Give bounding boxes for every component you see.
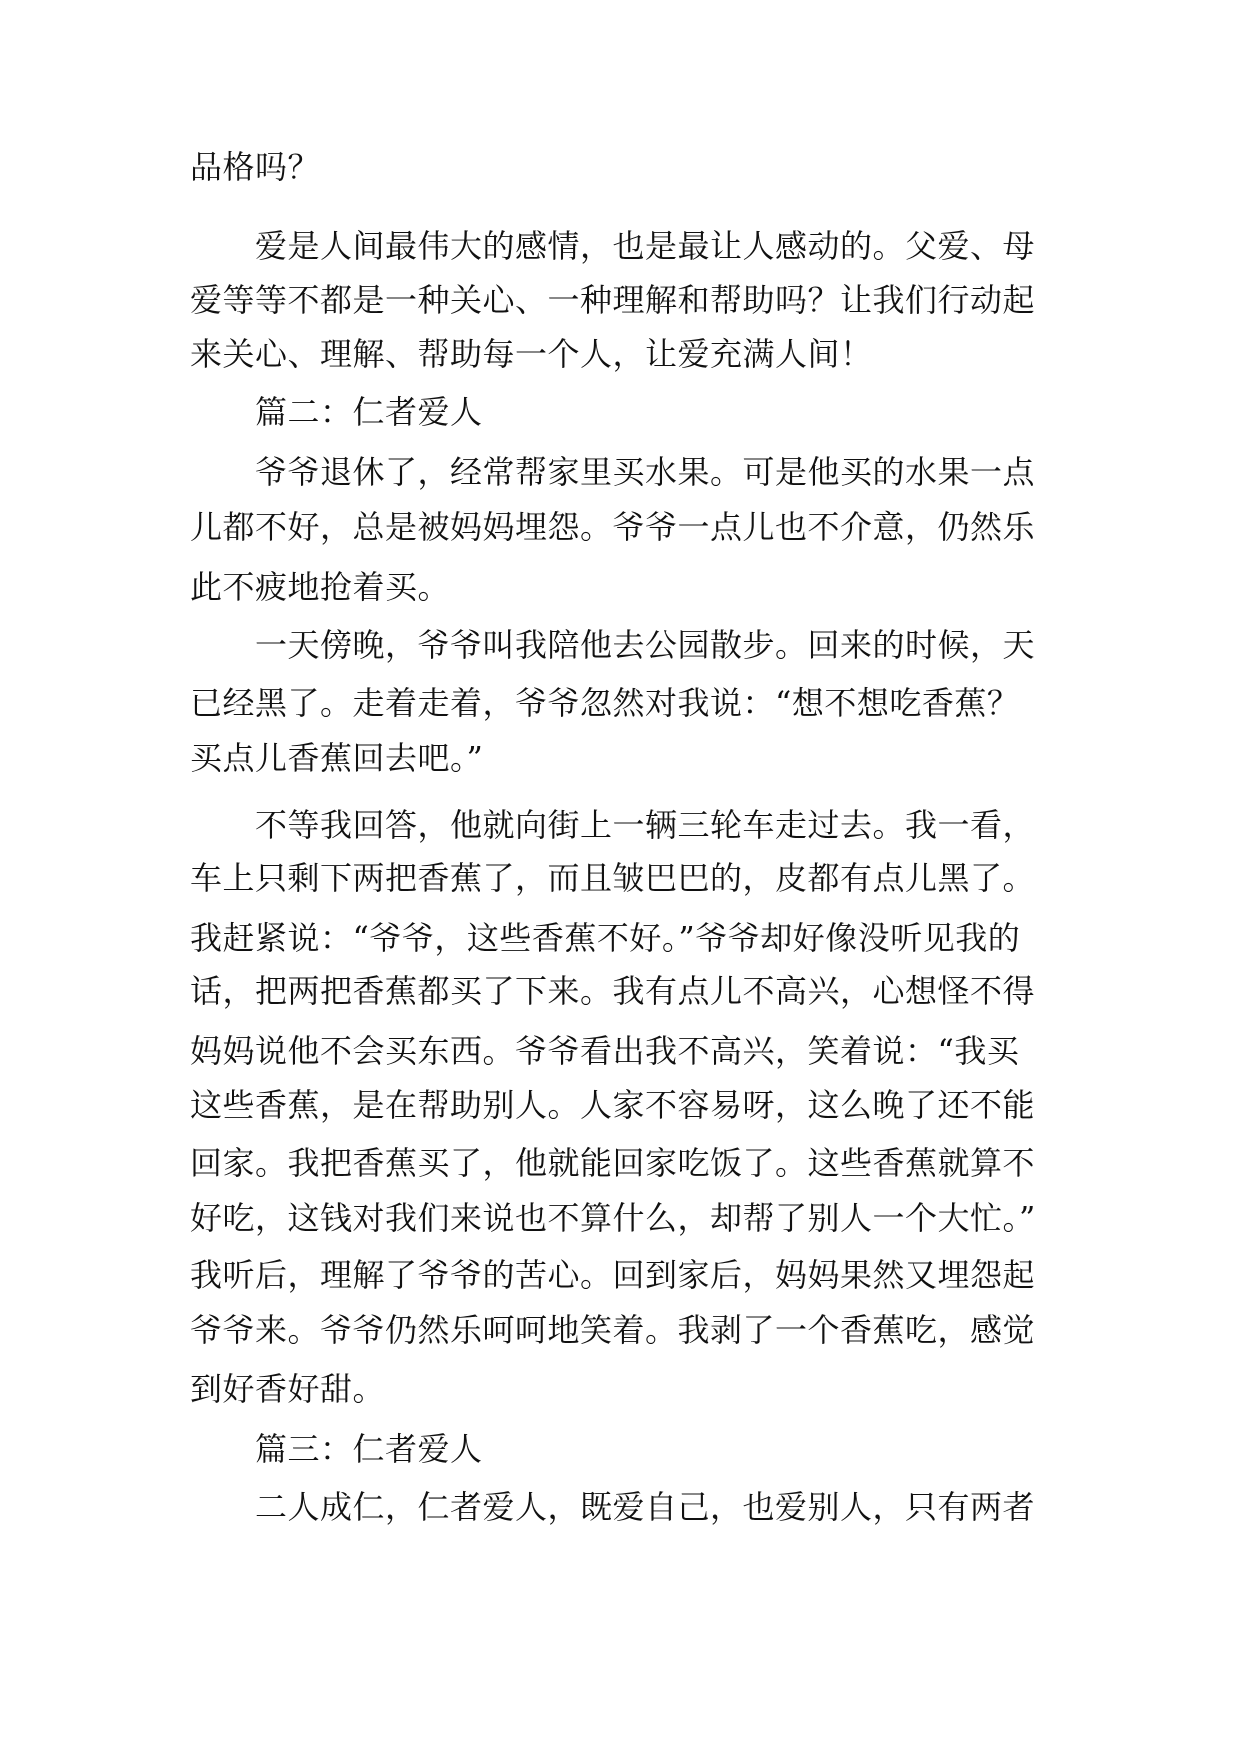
section-heading: 篇二：仁者爱人 [255,393,483,431]
text-line: 车上只剩下两把香蕉了，而且皱巴巴的，皮都有点儿黑了。 [190,859,1036,897]
text-line: 买点儿香蕉回去吧。” [190,739,484,777]
text-line: 我赶紧说：“爷爷，这些香蕉不好。”爷爷却好像没听见我的 [190,919,1021,957]
text-line: 到好香好甜。 [190,1370,386,1408]
text-line: 来关心、理解、帮助每一个人，让爱充满人间！ [190,335,873,373]
text-line: 妈妈说他不会买东西。爷爷看出我不高兴，笑着说：“我买 [190,1032,1020,1070]
text-line: 爱等等不都是一种关心、一种理解和帮助吗？让我们行动起 [190,281,1036,319]
text-line: 话，把两把香蕉都买了下来。我有点儿不高兴，心想怪不得 [190,972,1036,1010]
section-heading: 篇三：仁者爱人 [255,1430,483,1468]
text-line: 不等我回答，他就向街上一辆三轮车走过去。我一看， [255,806,1036,844]
text-line: 品格吗？ [190,148,321,186]
text-line: 二人成仁，仁者爱人，既爱自己，也爱别人，只有两者 [255,1488,1036,1526]
text-line: 这些香蕉，是在帮助别人。人家不容易呀，这么晚了还不能 [190,1086,1036,1124]
text-line: 已经黑了。走着走着，爷爷忽然对我说：“想不想吃香蕉？ [190,684,1020,722]
text-line: 回家。我把香蕉买了，他就能回家吃饭了。这些香蕉就算不 [190,1144,1036,1182]
text-line: 爷爷退休了，经常帮家里买水果。可是他买的水果一点 [255,453,1036,491]
text-line: 爷爷来。爷爷仍然乐呵呵地笑着。我剥了一个香蕉吃，感觉 [190,1311,1036,1349]
text-line: 好吃，这钱对我们来说也不算什么，却帮了别人一个大忙。” [190,1199,1036,1237]
text-line: 一天傍晚，爷爷叫我陪他去公园散步。回来的时候，天 [255,626,1036,664]
text-line: 爱是人间最伟大的感情，也是最让人感动的。父爱、母 [255,227,1036,265]
text-line: 我听后，理解了爷爷的苦心。回到家后，妈妈果然又埋怨起 [190,1256,1036,1294]
text-line: 此不疲地抢着买。 [190,568,451,606]
text-line: 儿都不好，总是被妈妈埋怨。爷爷一点儿也不介意，仍然乐 [190,508,1036,546]
